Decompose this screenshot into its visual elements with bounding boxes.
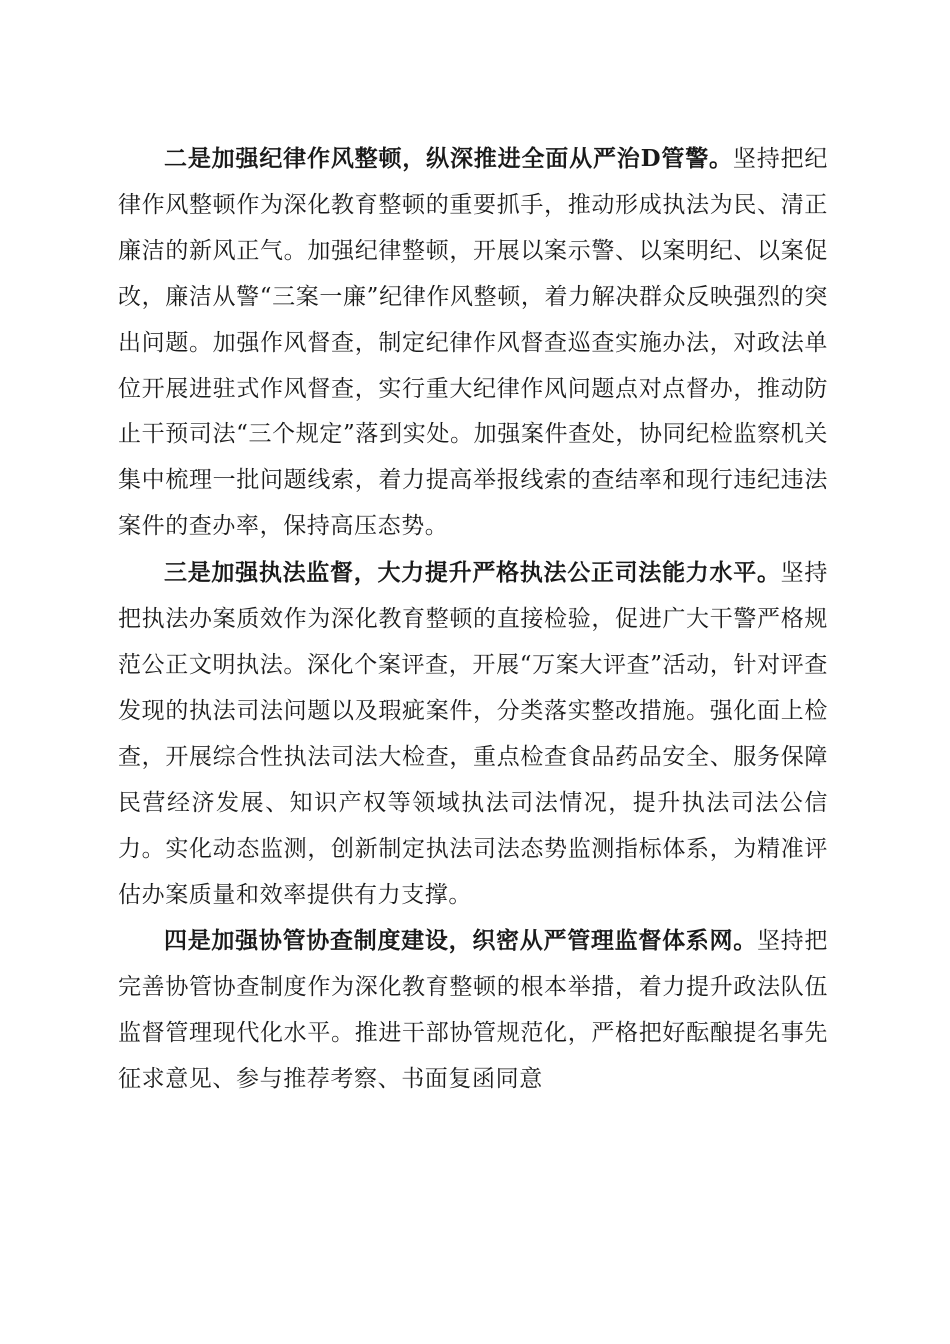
paragraph-text: 坚持把纪律作风整顿作为深化教育整顿的重要抓手，推动形成执法为民、清正廉洁的新风正气。加强纪律整顿，开展以案示警、以案明纪、以案促改，廉洁从警“三案一廉”纪律作风整顿，着力解决群众反映强烈的突出问题。加强作风督查，制定纪律作风督查巡查实施办法，对政法单位开展进驻式作风督查，实行重大纪律作风问题点对点督办，推动防止干预司法“三个规定”落到实处。加强案件查处，协同纪检监察机关集中梳理一批问题线索，着力提高举报线索的查结率和现行违纪违法案件的查办率，保持高压态势。 [118,146,828,540]
paragraph-law-enforcement [118,550,828,918]
paragraph-lead: 四是加强协管协查制度建设，织密从严管理监督体系网。 [164,927,757,955]
paragraph-coordination [118,918,828,1103]
paragraph-lead: 三是加强执法监督，大力提升严格执法公正司法能力水平。 [164,559,781,587]
paragraph-text: 坚持把完善协管协查制度作为深化教育整顿的根本举措，着力提升政法队伍监督管理现代化水平。推进干部协管规范化，严格把好酝酿提名事先征求意见、参与推荐考察、书面复函同意 [118,928,828,1093]
paragraph-discipline [118,136,828,550]
document-body [118,136,828,1103]
paragraph-lead: 二是加强纪律作风整顿，纵深推进全面从严治D管警。 [164,145,733,172]
paragraph-text: 坚持把执法办案质效作为深化教育整顿的直接检验，促进广大干警严格规范公正文明执法。深化个案评查，开展“万案大评查”活动，针对评查发现的执法司法问题以及瑕疵案件，分类落实整改措施。强化面上检查，开展综合性执法司法大检查，重点检查食品药品安全、服务保障民营经济发展、知识产权等领域执法司法情况，提升执法司法公信力。实化动态监测，创新制定执法司法态势监测指标体系，为精准评估办案质量和效率提供有力支撑。 [118,560,828,908]
